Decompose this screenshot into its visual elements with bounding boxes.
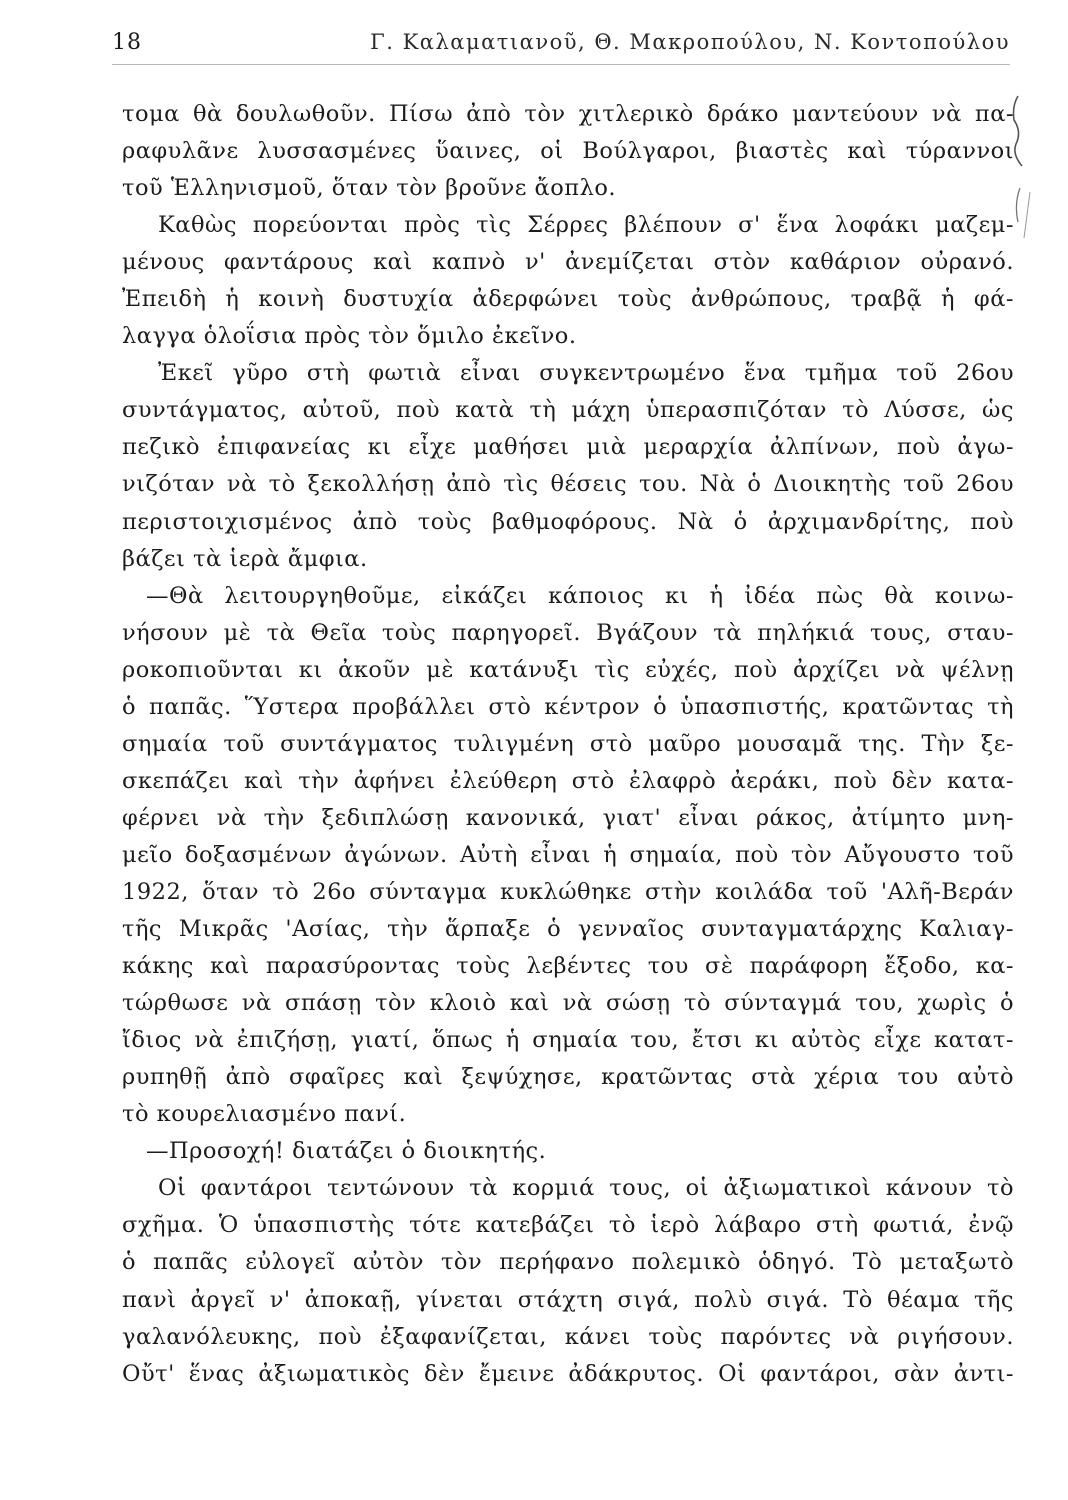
text-line: σημαία τοῦ συντάγματος τυλιγμένη στὸ μαῦρο μουσαμᾶ της. Τὴν ξε- (122, 730, 1014, 757)
text-line: περιστοιχισμένος ἀπὸ τοὺς βαθμοφόρους. Νὰ ὁ ἀρχιμανδρίτης, ποὺ (122, 508, 1014, 535)
text-line: ροκοπιοῦνται κι ἀκοῦν μὲ κατάνυξι τὶς εὐχές, ποὺ ἀρχίζει νὰ ψέλνῃ (122, 656, 1014, 683)
text-line: Ἐκεῖ γῦρο στὴ φωτιὰ εἶναι συγκεντρωμένο ἕνα τμῆμα τοῦ 26ου (158, 360, 1014, 387)
text-line: τομα θὰ δουλωθοῦν. Πίσω ἀπὸ τὸν χιτλερικὸ δράκο μαντεύουν νὰ πα- (122, 101, 1014, 127)
header-rule (112, 64, 1010, 65)
text-line: ὁ παπᾶς. Ὕστερα προβάλλει στὸ κέντρον ὁ ὑπασπιστής, κρατῶντας τὴ (122, 693, 1014, 720)
text-line: ρυπηθῇ ἀπὸ σφαῖρες καὶ ξεψύχησε, κρατῶντας στὰ χέρια του αὐτὸ (122, 1064, 1014, 1091)
text-line: γαλανόλευκης, ποὺ ἐξαφανίζεται, κάνει τοὺς παρόντες νὰ ριγήσουν. (122, 1323, 1014, 1350)
text-line: τοῦ Ἑλληνισμοῦ, ὅταν τὸν βροῦνε ἄοπλο. (122, 175, 617, 202)
text-line: βάζει τὰ ἱερὰ ἄμφια. (122, 545, 368, 572)
text-line: —Θὰ λειτουργηθοῦμε, εἰκάζει κάποιος κι ἡ ἰδέα πὼς θὰ κοινω- (146, 582, 1014, 609)
text-line: σκεπάζει καὶ τὴν ἀφήνει ἐλεύθερη στὸ ἐλαφρὸ ἀεράκι, ποὺ δὲν κατα- (122, 767, 1014, 794)
text-line: κάκης καὶ παρασύροντας τοὺς λεβέντες του σὲ παράφορη ἔξοδο, κα- (122, 953, 1014, 980)
text-line: μεῖο δοξασμένων ἀγώνων. Αὐτὴ εἶναι ἡ σημαία, ποὺ τὸν Αὔγουστο τοῦ (122, 841, 1014, 868)
text-line: Καθὼς πορεύονται πρὸς τὶς Σέρρες βλέπουν σ' ἕνα λοφάκι μαζεμ- (158, 212, 1014, 239)
text-line: Οὔτ' ἕνας ἀξιωματικὸς δὲν ἔμεινε ἀδάκρυτος. Οἱ φαντάροι, σὰν ἀντι- (122, 1360, 1014, 1387)
text-line: φέρνει νὰ τὴν ξεδιπλώσῃ κανονικά, γιατ' εἶναι ράκος, ἀτίμητο μνη- (122, 804, 1014, 831)
text-line: σχῆμα. Ὁ ὑπασπιστὴς τότε κατεβάζει τὸ ἱερὸ λάβαρο στὴ φωτιά, ἐνῷ (122, 1212, 1014, 1239)
text-line: τῆς Μικρᾶς 'Ασίας, τὴν ἅρπαξε ὁ γενναῖος συνταγματάρχης Καλιαγ- (122, 916, 1014, 943)
page-number: 18 (112, 30, 142, 55)
text-line: Ἐπειδὴ ἡ κοινὴ δυστυχία ἀδερφώνει τοὺς ἀνθρώπους, τραβᾷ ἡ φά- (122, 286, 1014, 313)
text-line: τὸ κουρελιασμένο πανί. (122, 1101, 407, 1128)
text-line: ἴδιος νὰ ἐπιζήσῃ, γιατί, ὅπως ἡ σημαία του, ἔτσι κι αὐτὸς εἶχε κατατ- (122, 1027, 1014, 1054)
text-line: ὁ παπᾶς εὐλογεῖ αὐτὸν τὸν περήφανο πολεμικὸ ὁδηγό. Τὸ μεταξωτὸ (122, 1249, 1014, 1276)
text-line: πανὶ ἀργεῖ ν' ἀποκαῇ, γίνεται στάχτη σιγά, πολὺ σιγά. Τὸ θέαμα τῆς (122, 1286, 1014, 1313)
text-line: συντάγματος, αὐτοῦ, ποὺ κατὰ τὴ μάχη ὑπερασπιζόταν τὸ Λύσσε, ὡς (122, 397, 1014, 424)
text-line: ραφυλᾶνε λυσσασμένες ὕαινες, οἱ Βούλγαροι, βιαστὲς καὶ τύραννοι (122, 138, 1014, 165)
text-line: μένους φαντάρους καὶ καπνὸ ν' ἀνεμίζεται στὸν καθάριον οὐρανό. (122, 249, 1014, 276)
text-line: 1922, ὅταν τὸ 26ο σύνταγμα κυκλώθηκε στὴν κοιλάδα τοῦ 'Αλῆ-Βεράν (122, 878, 1014, 905)
text-line: Οἱ φαντάροι τεντώνουν τὰ κορμιά τους, οἱ ἀξιωματικοὶ κάνουν τὸ (158, 1175, 1014, 1202)
text-line: —Προσοχή! διατάζει ὁ διοικητής. (146, 1138, 547, 1165)
text-line: λαγγα ὁλοΐσια πρὸς τὸν ὅμιλο ἐκεῖνο. (122, 323, 577, 350)
text-line: τώρθωσε νὰ σπάσῃ τὸν κλοιὸ καὶ νὰ σώσῃ τὸ σύνταγμά του, χωρὶς ὁ (122, 990, 1014, 1017)
text-line: πεζικὸ ἐπιφανείας κι εἶχε μαθήσει μιὰ μεραρχία ἀλπίνων, ποὺ ἀγω- (122, 434, 1014, 461)
running-head: Γ. Καλαματιανοῦ, Θ. Μακροπούλου, Ν. Κοντοπούλου (370, 30, 1010, 54)
text-line: νήσουν μὲ τὰ Θεῖα τοὺς παρηγορεῖ. Βγάζουν τὰ πηλήκιά τους, σταυ- (122, 619, 1014, 646)
body-text (122, 96, 1014, 1393)
text-line: νιζόταν νὰ τὸ ξεκολλήσῃ ἀπὸ τὶς θέσεις του. Νὰ ὁ Διοικητὴς τοῦ 26ου (122, 471, 1014, 498)
